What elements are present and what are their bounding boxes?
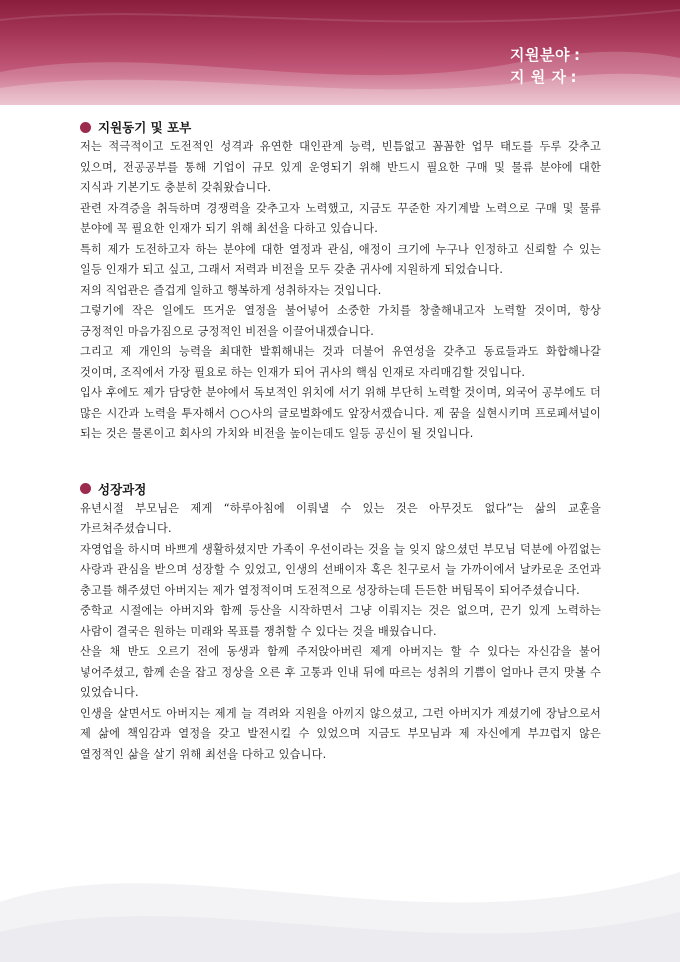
paragraph: 관련 자격증을 취득하며 경쟁력을 갖추고자 노력했고, 지금도 꾸준한 자기계발 노력으로 구매 및 물류 분야에 꼭 필요한 인재가 되기 위해 최선을 다하고 있습니다. [80,201,601,235]
field-position [510,44,584,66]
paragraph: 자영업을 하시며 바쁘게 생활하셨지만 가족이 우선이라는 것을 늘 잊지 않으셨던 부모님 덕분에 아낌없는 사랑과 관심을 받으며 성장할 수 있었고, 인생의 선배이자 혹은 친구로서 늘 가까이에서 날카로운 조언과 충고를 해주셨던 아버지는 제가 열정적이며 도전적으로 성장하는데 든든한 버팀목이 되어주셨습니다. [80,542,601,597]
section-title: 성장과정 [98,481,147,497]
header-band [0,0,680,105]
field-position-label: 지원분야 [510,46,570,64]
applicant-info [510,44,584,88]
field-applicant-colon: : [570,68,577,86]
bullet-icon [80,483,91,494]
paragraph: 그렇기에 작은 일에도 뜨거운 열정을 불어넣어 소중한 가치를 창출해내고자 노력할 것이며, 항상 긍정적인 마음가짐으로 긍정적인 비전을 이끌어내겠습니다. [80,304,601,338]
paragraph: 입사 후에도 제가 담당한 분야에서 독보적인 위치에 서기 위해 부단히 노력할 것이며, 외국어 공부에도 더 많은 시간과 노력을 투자해서 ○○사의 글로벌화에도 앞장서겠습니다. 제 꿈을 실현시키며 프로페셔널이 되는 것은 물론이고 회사의 가치와 비전을 높이는데도 일등 공신이 될 것입니다. [80,386,601,440]
paragraph: 산을 채 반도 오르기 전에 동생과 함께 주저앉아버린 제게 아버지는 할 수 있다는 자신감을 불어 넣어주셨고, 함께 손을 잡고 정상을 오른 후 고통과 인내 뒤에 따르는 성취의 기쁨이 얼마나 큰지 맛볼 수 있었습니다. [80,645,601,699]
section-growth [80,479,601,766]
background-swoosh-decoration [0,782,680,962]
section-growth-heading [80,479,601,499]
section-motivation-heading [80,117,601,137]
paragraph: 그리고 제 개인의 능력을 최대한 발휘해내는 것과 더불어 유연성을 갖추고 동료들과도 화합해나갈 것이며, 조직에서 가장 필요로 하는 인재가 되어 귀사의 핵심 인재로 자리매김할 것입니다. [80,345,601,379]
paragraph: 저는 적극적이고 도전적인 성격과 유연한 대인관계 능력, 빈틈없고 꼼꼼한 업무 태도를 두루 갖추고 있으며, 전공공부를 통해 기업이 규모 있게 운영되기 위해 반드시 필요한 구매 및 물류 분야에 대한 지식과 기본기도 충분히 갖춰왔습니다. [80,140,601,194]
field-applicant-label: 지 원 자 [510,68,567,86]
paragraph: 특히 제가 도전하고자 하는 분야에 대한 열정과 관심, 애정이 크기에 누구나 인정하고 신뢰할 수 있는 일등 인재가 되고 싶고, 그래서 저력과 비전을 모두 갖춘 귀사에 지원하게 되었습니다. [80,242,601,276]
field-applicant [510,66,584,88]
paragraph: 유년시절 부모님은 제게 “하루아침에 이뤄낼 수 있는 것은 아무것도 없다”는 삶의 교훈을 가르쳐주셨습니다. [80,501,601,535]
paragraph: 인생을 살면서도 아버지는 제게 늘 격려와 지원을 아끼지 않으셨고, 그런 아버지가 계셨기에 장남으로서 제 삶에 책임감과 열정을 갖고 발전시킬 수 있었으며 지금도 부모님과 제 자신에게 부끄럽지 않은 열정적인 삶을 살기 위해 최선을 다하고 있습니다. [80,706,601,761]
field-position-colon: : [574,46,580,64]
paragraph: 저의 직업관은 즐겁게 일하고 행복하게 성취하자는 것입니다. [80,283,382,297]
section-title: 지원동기 및 포부 [98,120,192,135]
paragraph: 중학교 시절에는 아버지와 함께 등산을 시작하면서 그냥 이뤄지는 것은 없으며, 끈기 있게 노력하는 사람이 결국은 원하는 미래와 목표를 쟁취할 수 있다는 것을 배웠습니다. [80,604,601,638]
bullet-icon [80,122,91,133]
document-body [80,117,601,765]
section-motivation [80,117,601,445]
